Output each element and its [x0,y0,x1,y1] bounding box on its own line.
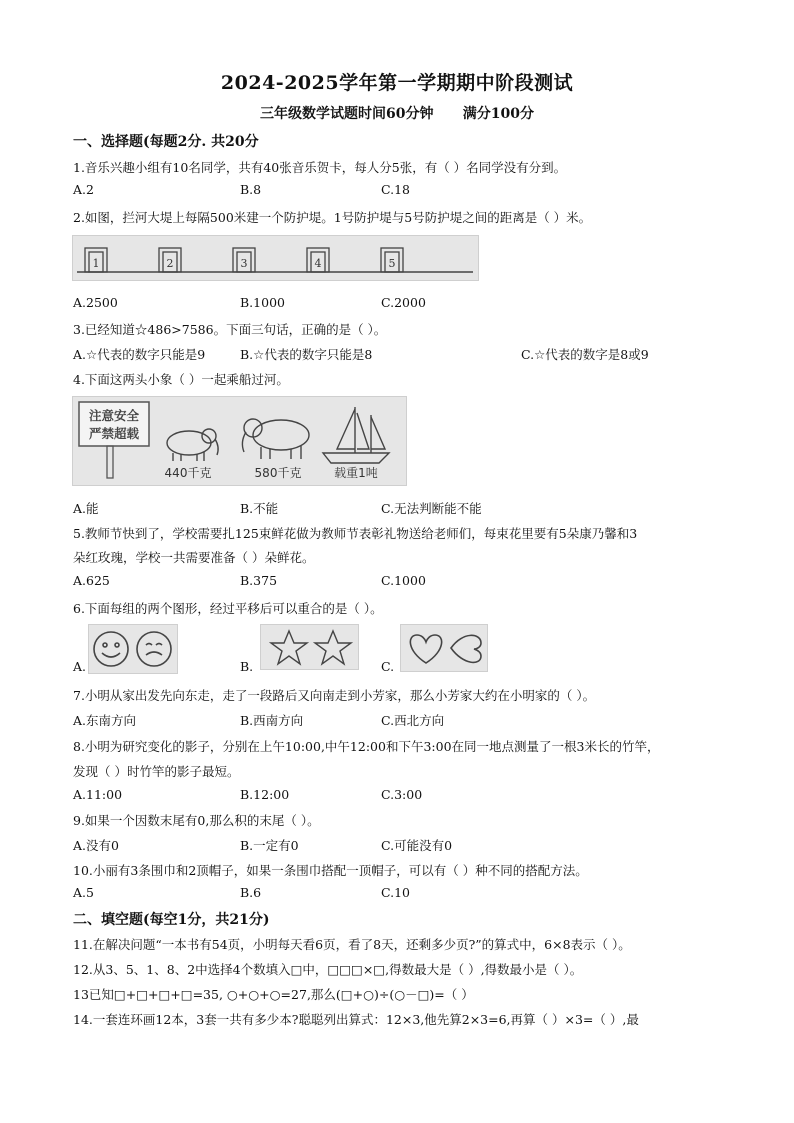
sign-post [107,446,113,478]
q10-option-a: A.5 [73,885,94,900]
elephant-boat-drawing [73,397,406,485]
small-elephant-weight: 440千克 [164,466,212,480]
question-3-text: 3.已经知道☆486>7586。下面三句话，正确的是（ ）。 [73,322,387,337]
q8-option-c: C.3:00 [381,787,423,802]
q4-option-c: C.无法判断能不能 [381,501,482,516]
q9-option-a: A.没有0 [73,838,119,853]
question-9-text: 9.如果一个因数末尾有0,那么积的末尾（ ）。 [73,813,320,828]
levee-drawing [73,236,478,280]
sign-text-line2: 严禁超载 [88,426,140,441]
q3-option-c: C.☆代表的数字是8或9 [521,347,649,362]
small-elephant-icon [167,429,218,461]
question-6-text: 6.下面每组的两个图形，经过平移后可以重合的是（ ）。 [73,601,383,616]
q9-option-b: B.一定有0 [240,838,299,853]
levee-figure [72,235,479,281]
question-7-text: 7.小明从家出发先向东走，走了一段路后又向南走到小芳家，那么小芳家大约在小明家的（ ）。 [73,688,596,703]
q9-option-c: C.可能没有0 [381,838,453,853]
q6-option-a: A. [73,659,87,674]
q4-option-a: A.能 [73,501,99,516]
q8-option-a: A.11:00 [73,787,123,802]
question-11-text: 11.在解决问题“一本书有54页，小明每天看6页，看了8天，还剩多少页?”的算式中，6×8表示（ ）。 [73,937,631,952]
elephant-boat-figure [72,396,407,486]
levee-label-3: 3 [240,257,248,270]
question-8-line2: 发现（ ）时竹竿的影子最短。 [73,764,240,779]
q1-option-a: A.2 [73,182,94,197]
q4-option-b: B.不能 [240,501,279,516]
q1-option-b: B.8 [240,182,262,197]
star-icon [315,631,351,664]
q7-option-c: C.西北方向 [381,713,445,728]
q5-option-a: A.625 [73,573,110,588]
q1-option-c: C.18 [381,182,410,197]
levee-label-4: 4 [314,257,322,270]
question-1-text: 1.音乐兴趣小组有10名同学，共有40张音乐贺卡，每人分5张，有（ ）名同学没有分到。 [73,160,567,175]
stars-drawing [261,625,358,669]
q10-option-b: B.6 [240,885,262,900]
smiley-face-icon [137,632,171,666]
q7-option-b: B.西南方向 [240,713,304,728]
large-elephant-icon [242,419,309,459]
levee-label-5: 5 [388,257,396,270]
stars-figure [260,624,359,670]
sailboat-icon [323,407,389,463]
question-2-text: 2.如图，拦河大堤上每隔500米建一个防护堤。1号防护堤与5号防护堤之间的距离是（ ）米。 [73,210,592,225]
question-13-text: 13已知□+□+□+□=35, ○+○+○=27,那么(□+○)÷(○－□)=（ ） [73,987,474,1002]
question-5-line1: 5.教师节快到了，学校需要扎125束鲜花做为教师节表彰礼物送给老师们，每束花里要有5朵康乃馨和3 [73,526,638,541]
question-10-text: 10.小丽有3条围巾和2顶帽子，如果一条围巾搭配一顶帽子，可以有（ ）种不同的搭配方法。 [73,863,588,878]
smiley-face-icon [94,632,128,666]
question-14-text: 14.一套连环画12本，3套一共有多少本?聪聪列出算式：12×3,他先算2×3=6,再算（ ）×3=（ ）,最 [73,1012,639,1027]
large-elephant-weight: 580千克 [254,466,302,480]
q2-option-c: C.2000 [381,295,426,310]
q3-option-a: A.☆代表的数字只能是9 [73,347,206,362]
hearts-figure [400,624,488,672]
section-1-heading: 一、选择题(每题2分. 共20分 [73,134,259,150]
exam-subtitle: 三年级数学试题时间60分钟 满分100分 [260,106,534,122]
smiley-faces-drawing [89,625,177,673]
star-icon [271,631,307,664]
boat-load-label: 载重1吨 [334,466,378,480]
heart-icon [451,635,481,662]
hearts-drawing [401,625,487,671]
q6-option-c: C. [381,659,395,674]
smiley-faces-figure [88,624,178,674]
question-8-line1: 8.小明为研究变化的影子，分别在上午10:00,中午12:00和下午3:00在同一地点测量了一根3米长的竹竿， [73,739,660,754]
sign-text-line1: 注意安全 [88,408,140,423]
exam-title: 2024-2025学年第一学期期中阶段测试 [220,72,574,94]
q2-option-a: A.2500 [73,295,118,310]
q5-option-b: B.375 [240,573,278,588]
heart-icon [410,635,441,663]
q5-option-c: C.1000 [381,573,426,588]
q10-option-c: C.10 [381,885,410,900]
q3-option-b: B.☆代表的数字只能是8 [240,347,373,362]
q8-option-b: B.12:00 [240,787,290,802]
q2-option-b: B.1000 [240,295,285,310]
q7-option-a: A.东南方向 [73,713,137,728]
levee-label-2: 2 [166,257,174,270]
question-5-line2: 朵红玫瑰，学校一共需要准备（ ）朵鲜花。 [73,550,315,565]
section-2-heading: 二、填空题(每空1分，共21分) [73,912,270,928]
q6-option-b: B. [240,659,254,674]
question-12-text: 12.从3、5、1、8、2中选择4个数填入□中，□□□×□,得数最大是（ ）,得数最小是（ ）。 [73,962,583,977]
levee-label-1: 1 [92,257,100,270]
question-4-text: 4.下面这两头小象（ ）一起乘船过河。 [73,372,289,387]
